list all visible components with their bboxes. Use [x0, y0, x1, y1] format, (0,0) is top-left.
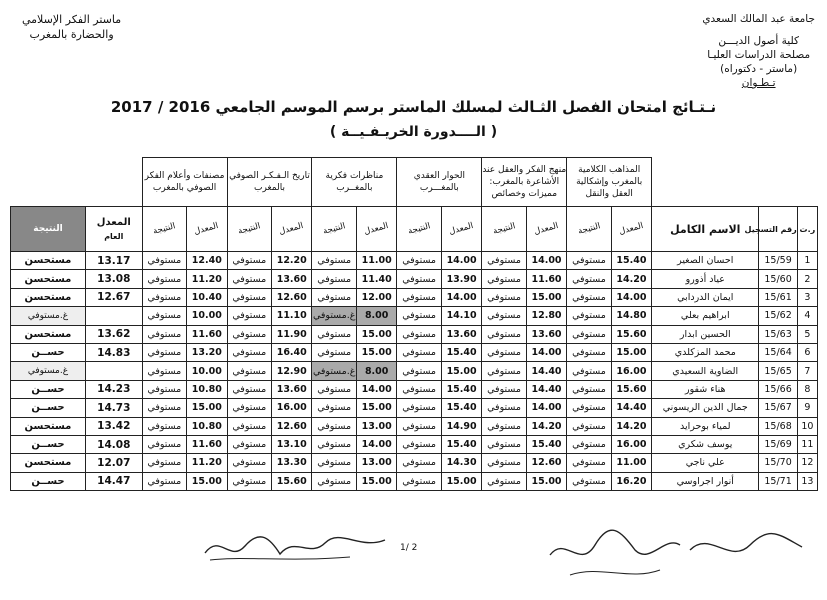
registration-number: 15/68	[759, 417, 797, 435]
module-grade-6: مستوفي	[142, 288, 187, 306]
student-name: جمال الدين الريسوني	[652, 399, 759, 417]
module-mark-2: 11.60	[526, 270, 566, 288]
student-name: عياد أذورو	[652, 270, 759, 288]
module-grade-5: مستوفي	[227, 380, 272, 398]
module-mark-6: 10.00	[187, 307, 227, 325]
module-mark-4: 15.00	[356, 472, 396, 490]
module-grade-4: مستوفي	[312, 343, 357, 361]
module-mark-6: 10.80	[187, 380, 227, 398]
module-mark-2: 15.40	[526, 435, 566, 453]
overall-average: 12.07	[85, 454, 142, 472]
module-mark-3: 15.00	[441, 472, 481, 490]
module-mark-6: 10.40	[187, 288, 227, 306]
module-mark-2: 13.60	[526, 325, 566, 343]
module-header-4: مناظرات فكرية بالمغــرب	[312, 158, 397, 207]
student-name: الضاوية السعيدي	[652, 362, 759, 380]
module-grade-2: مستوفي	[482, 252, 526, 270]
module-grade-1: مستوفي	[567, 472, 611, 490]
table-row	[11, 252, 818, 270]
module-grade-6: مستوفي	[142, 343, 187, 361]
module-header-2: منهج الفكر والعقل عند الأشاعرة بالمغرب: مميزات وخصائص	[482, 158, 567, 207]
module-grade-4: مستوفي	[312, 399, 357, 417]
student-name: هناء شقور	[652, 380, 759, 398]
module-mark-3: 13.90	[441, 270, 481, 288]
module-grade-1: مستوفي	[567, 435, 611, 453]
module-mark-1: 15.40	[611, 252, 651, 270]
module-grade-5: مستوفي	[227, 362, 272, 380]
module-grade-3: مستوفي	[397, 362, 441, 380]
module-mark-2: 12.80	[526, 307, 566, 325]
final-result: مستحسن	[11, 417, 86, 435]
module-grade-4: مستوفي	[312, 435, 357, 453]
module-grade-5: مستوفي	[227, 454, 272, 472]
module-grade-3: مستوفي	[397, 343, 441, 361]
final-result: غ.مستوفي	[11, 307, 86, 325]
module-mark-6: 13.20	[187, 343, 227, 361]
row-number: 6	[797, 343, 817, 361]
registration-number: 15/64	[759, 343, 797, 361]
overall-average: 14.47	[85, 472, 142, 490]
final-result: مستحسن	[11, 288, 86, 306]
module-mark-6: 11.60	[187, 325, 227, 343]
final-result: حســن	[11, 343, 86, 361]
module-mark-5: 12.90	[272, 362, 312, 380]
registration-number: 15/71	[759, 472, 797, 490]
row-number: 5	[797, 325, 817, 343]
module-header-6: مصنفات وأعلام الفكر الصوفي بالمغرب	[142, 158, 227, 207]
module-mark-4: 11.00	[356, 252, 396, 270]
module-grade-2: مستوفي	[482, 454, 526, 472]
final-result: حســن	[11, 380, 86, 398]
module-mark-1: 16.00	[611, 435, 651, 453]
module-grade-5: مستوفي	[227, 399, 272, 417]
module-grade-1: مستوفي	[567, 270, 611, 288]
module-grade-4: مستوفي	[312, 288, 357, 306]
module-mark-5: 11.90	[272, 325, 312, 343]
table-row	[11, 399, 818, 417]
module-grade-4: مستوفي	[312, 417, 357, 435]
module-mark-2: 15.00	[526, 288, 566, 306]
overall-average: 13.42	[85, 417, 142, 435]
overall-average: 14.83	[85, 343, 142, 361]
module-grade-1: مستوفي	[567, 307, 611, 325]
student-name: يوسف شكري	[652, 435, 759, 453]
module-grade-4: مستوفي	[312, 325, 357, 343]
module-grade-5: مستوفي	[227, 288, 272, 306]
table-row	[11, 343, 818, 361]
corner-blank	[652, 158, 818, 207]
module-mark-1: 14.00	[611, 288, 651, 306]
module-mark-5: 12.60	[272, 417, 312, 435]
module-mark-4: 15.00	[356, 343, 396, 361]
module-grade-6: مستوفي	[142, 380, 187, 398]
result-header: النتيجة	[11, 207, 86, 252]
program-line-2: والحضارة بالمغرب	[29, 28, 114, 41]
grade-header-4: النتيجة	[312, 207, 357, 252]
final-result: مستحسن	[11, 454, 86, 472]
module-mark-3: 15.00	[441, 362, 481, 380]
module-mark-5: 13.60	[272, 270, 312, 288]
module-grade-2: مستوفي	[482, 472, 526, 490]
module-header-5: تاريخ الـفـكـر الصوفي بالمغرب	[227, 158, 312, 207]
registration-number: 15/63	[759, 325, 797, 343]
student-name: ايمان الدردابي	[652, 288, 759, 306]
module-mark-3: 14.90	[441, 417, 481, 435]
overall-average: 14.08	[85, 435, 142, 453]
module-mark-2: 15.00	[526, 472, 566, 490]
module-grade-2: مستوفي	[482, 380, 526, 398]
module-mark-4: 14.00	[356, 380, 396, 398]
module-grade-2: مستوفي	[482, 288, 526, 306]
city-name: تـطـوان	[741, 77, 776, 89]
module-grade-3: مستوفي	[397, 380, 441, 398]
registration-number: 15/60	[759, 270, 797, 288]
module-mark-5: 12.20	[272, 252, 312, 270]
mark-header-1: المعدل	[611, 207, 651, 252]
module-grade-6: مستوفي	[142, 435, 187, 453]
module-grade-2: مستوفي	[482, 307, 526, 325]
module-grade-4: مستوفي	[312, 252, 357, 270]
module-mark-6: 15.00	[187, 399, 227, 417]
module-grade-6: مستوفي	[142, 417, 187, 435]
module-grade-3: مستوفي	[397, 417, 441, 435]
module-mark-1: 16.00	[611, 362, 651, 380]
module-mark-5: 11.10	[272, 307, 312, 325]
module-grade-3: مستوفي	[397, 435, 441, 453]
module-mark-3: 15.40	[441, 380, 481, 398]
overall-average: 13.17	[85, 252, 142, 270]
module-mark-6: 10.80	[187, 417, 227, 435]
module-mark-4: 14.00	[356, 435, 396, 453]
module-mark-5: 13.10	[272, 435, 312, 453]
module-grade-4: مستوفي	[312, 270, 357, 288]
registration-number: 15/62	[759, 307, 797, 325]
module-grade-3: مستوفي	[397, 288, 441, 306]
final-result: مستحسن	[11, 325, 86, 343]
module-mark-2: 14.40	[526, 362, 566, 380]
final-result: حســن	[11, 399, 86, 417]
overall-average: 12.67	[85, 288, 142, 306]
module-mark-4: 11.40	[356, 270, 396, 288]
module-grade-1: مستوفي	[567, 362, 611, 380]
module-grade-3: مستوفي	[397, 472, 441, 490]
module-grade-3: مستوفي	[397, 252, 441, 270]
module-mark-3: 14.10	[441, 307, 481, 325]
module-grade-3: مستوفي	[397, 325, 441, 343]
module-mark-6: 11.60	[187, 435, 227, 453]
row-number: 11	[797, 435, 817, 453]
module-grade-4: مستوفي	[312, 380, 357, 398]
module-mark-4: 8.00	[356, 362, 396, 380]
module-mark-3: 13.60	[441, 325, 481, 343]
module-grade-3: مستوفي	[397, 399, 441, 417]
module-mark-1: 14.20	[611, 270, 651, 288]
module-mark-6: 11.20	[187, 270, 227, 288]
module-grade-3: مستوفي	[397, 307, 441, 325]
row-number: 4	[797, 307, 817, 325]
registration-number: 15/66	[759, 380, 797, 398]
module-header-1: المذاهب الكلامية بالمغرب وإشكالية العقل والنقل	[567, 158, 652, 207]
module-grade-6: مستوفي	[142, 454, 187, 472]
module-grade-6: مستوفي	[142, 472, 187, 490]
results-table	[10, 157, 818, 491]
overall-average: 14.23	[85, 380, 142, 398]
module-header-3: الحوار العقدي بالمغـــرب	[397, 158, 482, 207]
table-row	[11, 325, 818, 343]
num-col-header: ر.ت	[797, 207, 817, 252]
module-grade-2: مستوفي	[482, 417, 526, 435]
module-mark-6: 11.20	[187, 454, 227, 472]
table-row	[11, 288, 818, 306]
module-grade-6: مستوفي	[142, 270, 187, 288]
module-grade-5: مستوفي	[227, 472, 272, 490]
row-number: 1	[797, 252, 817, 270]
module-grade-5: مستوفي	[227, 270, 272, 288]
table-row	[11, 417, 818, 435]
student-name: ابراهيم بعلي	[652, 307, 759, 325]
overall-average	[85, 307, 142, 325]
module-grade-6: مستوفي	[142, 362, 187, 380]
mark-header-2: المعدل	[526, 207, 566, 252]
grade-header-5: النتيجة	[227, 207, 272, 252]
student-name: علي ناجي	[652, 454, 759, 472]
registration-number: 15/67	[759, 399, 797, 417]
module-mark-4: 12.00	[356, 288, 396, 306]
faculty-name: كلية أصول الديـــن	[718, 35, 799, 47]
module-grade-5: مستوفي	[227, 417, 272, 435]
module-mark-3: 15.40	[441, 343, 481, 361]
module-grade-1: مستوفي	[567, 417, 611, 435]
module-grade-1: مستوفي	[567, 252, 611, 270]
module-mark-4: 13.00	[356, 417, 396, 435]
mark-header-4: المعدل	[356, 207, 396, 252]
module-grade-5: مستوفي	[227, 435, 272, 453]
table-row	[11, 270, 818, 288]
registration-number: 15/69	[759, 435, 797, 453]
module-mark-3: 14.00	[441, 288, 481, 306]
module-mark-4: 15.00	[356, 399, 396, 417]
final-result: غ.مستوفي	[11, 362, 86, 380]
grade-header-3: النتيجة	[397, 207, 441, 252]
module-mark-2: 14.00	[526, 252, 566, 270]
table-row	[11, 380, 818, 398]
module-grade-6: مستوفي	[142, 307, 187, 325]
registration-number: 15/61	[759, 288, 797, 306]
module-mark-2: 14.00	[526, 343, 566, 361]
module-mark-1: 14.80	[611, 307, 651, 325]
module-grade-3: مستوفي	[397, 454, 441, 472]
module-grade-4: غ.مستوفي	[312, 362, 357, 380]
module-grade-6: مستوفي	[142, 252, 187, 270]
table-row	[11, 435, 818, 453]
name-col-header: الاسم الكامل	[652, 207, 759, 252]
degree-type: (ماستر - دكتوراه)	[720, 63, 798, 75]
module-mark-5: 13.30	[272, 454, 312, 472]
module-mark-4: 13.00	[356, 454, 396, 472]
grade-header-1: النتيجة	[567, 207, 611, 252]
mark-header-3: المعدل	[441, 207, 481, 252]
module-grade-1: مستوفي	[567, 288, 611, 306]
module-mark-2: 12.60	[526, 454, 566, 472]
mark-header-5: المعدل	[272, 207, 312, 252]
module-mark-5: 12.60	[272, 288, 312, 306]
module-grade-4: مستوفي	[312, 472, 357, 490]
module-mark-6: 12.40	[187, 252, 227, 270]
module-mark-6: 10.00	[187, 362, 227, 380]
module-mark-1: 15.60	[611, 380, 651, 398]
table-row	[11, 454, 818, 472]
row-number: 9	[797, 399, 817, 417]
module-grade-2: مستوفي	[482, 343, 526, 361]
module-grade-5: مستوفي	[227, 252, 272, 270]
module-mark-5: 16.00	[272, 399, 312, 417]
module-mark-1: 11.00	[611, 454, 651, 472]
module-mark-6: 15.00	[187, 472, 227, 490]
module-grade-1: مستوفي	[567, 325, 611, 343]
student-name: أنوار اجراوسي	[652, 472, 759, 490]
row-number: 13	[797, 472, 817, 490]
session-subtitle: ( الــــدورة الخريـفـيــة )	[329, 124, 498, 140]
row-number: 12	[797, 454, 817, 472]
registration-number: 15/70	[759, 454, 797, 472]
overall-average: 14.73	[85, 399, 142, 417]
overall-average-header: المعدل العام	[85, 207, 142, 252]
table-row	[11, 307, 818, 325]
document-title: نـتـائج امتحان الفصل الثـالث لمسلك الماستر برسم الموسم الجامعي 2016 / 2017	[110, 98, 717, 116]
registration-number: 15/65	[759, 362, 797, 380]
module-grade-5: مستوفي	[227, 307, 272, 325]
module-grade-5: مستوفي	[227, 343, 272, 361]
module-mark-2: 14.00	[526, 399, 566, 417]
module-grade-2: مستوفي	[482, 399, 526, 417]
row-number: 10	[797, 417, 817, 435]
overall-average: 13.62	[85, 325, 142, 343]
module-grade-2: مستوفي	[482, 270, 526, 288]
module-grade-4: غ.مستوفي	[312, 307, 357, 325]
table-row	[11, 472, 818, 490]
institution-header	[702, 12, 815, 90]
row-number: 2	[797, 270, 817, 288]
module-grade-1: مستوفي	[567, 380, 611, 398]
final-result: حســن	[11, 435, 86, 453]
module-grade-6: مستوفي	[142, 399, 187, 417]
module-mark-1: 14.40	[611, 399, 651, 417]
module-mark-4: 15.00	[356, 325, 396, 343]
module-mark-3: 15.40	[441, 435, 481, 453]
row-number: 3	[797, 288, 817, 306]
module-grade-1: مستوفي	[567, 343, 611, 361]
module-grade-4: مستوفي	[312, 454, 357, 472]
grade-header-2: النتيجة	[482, 207, 526, 252]
module-mark-1: 14.20	[611, 417, 651, 435]
module-mark-3: 14.30	[441, 454, 481, 472]
module-grade-1: مستوفي	[567, 399, 611, 417]
student-name: محمد المزكلدي	[652, 343, 759, 361]
table-row	[11, 362, 818, 380]
module-grade-2: مستوفي	[482, 435, 526, 453]
signature-left	[200, 528, 390, 568]
program-header	[22, 12, 121, 42]
row-number: 8	[797, 380, 817, 398]
signature-right	[540, 515, 810, 585]
module-mark-5: 16.40	[272, 343, 312, 361]
reg-col-header: رقم التسجيل	[759, 207, 797, 252]
module-grade-5: مستوفي	[227, 325, 272, 343]
module-mark-2: 14.40	[526, 380, 566, 398]
registration-number: 15/59	[759, 252, 797, 270]
grade-header-6: النتيجة	[142, 207, 187, 252]
module-grade-2: مستوفي	[482, 325, 526, 343]
overall-average	[85, 362, 142, 380]
module-mark-3: 14.00	[441, 252, 481, 270]
overall-average: 13.08	[85, 270, 142, 288]
module-grade-1: مستوفي	[567, 454, 611, 472]
final-result: مستحسن	[11, 270, 86, 288]
corner-blank-left	[11, 158, 143, 207]
module-mark-5: 13.60	[272, 380, 312, 398]
university-name: جامعة عبد المالك السعدي	[702, 13, 815, 25]
module-mark-1: 15.00	[611, 343, 651, 361]
department-name: مصلحة الدراسات العليـا	[707, 49, 811, 61]
student-name: لمياء بوحرايد	[652, 417, 759, 435]
module-mark-2: 14.20	[526, 417, 566, 435]
module-mark-3: 15.40	[441, 399, 481, 417]
page-number: 1/ 2	[400, 543, 418, 553]
final-result: حســن	[11, 472, 86, 490]
module-mark-1: 15.60	[611, 325, 651, 343]
module-grade-2: مستوفي	[482, 362, 526, 380]
module-grade-3: مستوفي	[397, 270, 441, 288]
module-mark-4: 8.00	[356, 307, 396, 325]
module-mark-1: 16.20	[611, 472, 651, 490]
row-number: 7	[797, 362, 817, 380]
student-name: الحسين ابدار	[652, 325, 759, 343]
program-line-1: ماستر الفكر الإسلامي	[22, 13, 122, 26]
module-mark-5: 15.60	[272, 472, 312, 490]
student-name: احسان الصغير	[652, 252, 759, 270]
mark-header-6: المعدل	[187, 207, 227, 252]
module-grade-6: مستوفي	[142, 325, 187, 343]
final-result: مستحسن	[11, 252, 86, 270]
